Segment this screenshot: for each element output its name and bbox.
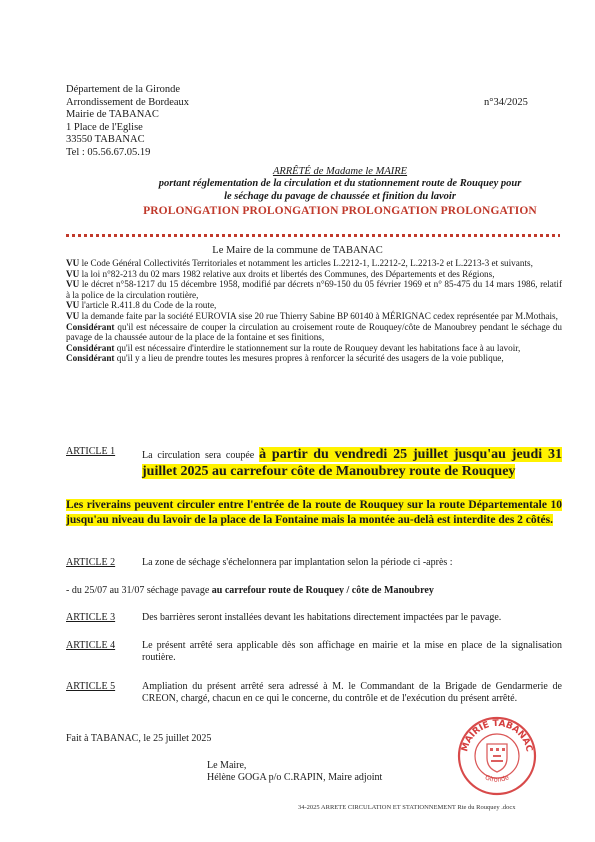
article-label: ARTICLE 3 [66,612,116,623]
legal-basis-text: qu'il est nécessaire de couper la circulation au croisement route de Rouquey/côte de Manoubrey pendant le séchage du pavage de la chaussée autour de la place de la fontaine et ses finitions, [66,321,562,343]
article-text: Ampliation du présent arrêté sera adressé à M. le Commandant de la Brigade de Gendarmerie de CREON, chargé, chacun en ce qui le concerne, du contrôle et de l'exécution du présent arrêté. [142,681,562,705]
decree-number: n°34/2025 [484,97,528,108]
legal-basis-item [66,269,562,280]
article-label: ARTICLE 4 [66,640,116,651]
article-4 [66,640,562,665]
legal-basis-label: Considérant [66,342,115,353]
done-at: Fait à TABANAC, le 25 juillet 2025 [66,733,212,744]
article-text [142,446,562,480]
address-line: Tel : 05.56.67.05.19 [66,146,151,158]
legal-basis-list [66,258,562,364]
drying-dates: - du 25/07 au 31/07 [66,585,145,596]
decree-title [120,165,560,217]
legal-basis-text: l'article R.411.8 du Code de la route, [79,300,217,311]
address-line: 1 Place de l'Eglise [66,121,143,133]
article-1 [66,446,562,480]
article-2 [66,557,562,569]
article-text: Des barrières seront installées devant les habitations directement impactées par le pavage. [142,612,502,623]
coat-of-arms-icon [487,744,507,772]
article-label: ARTICLE 2 [66,557,116,568]
separator-line [66,234,560,237]
stamp-top-text: MAIRIE TABANAC [460,718,534,753]
article-text: Le présent arrêté sera applicable dès son affichage en mairie et la mise en place de la signalisation routière. [142,640,562,664]
legal-basis-label: VU [66,268,80,279]
legal-basis-text: qu'il est nécessaire d'interdire le stationnement sur la route de Rouquey devant les habitations face à au lavoir, [114,342,521,353]
drying-schedule [66,585,434,596]
article-text: La zone de séchage s'échelonnera par implantation selon la période ci -après : [142,557,453,568]
legal-basis-label: VU [66,310,80,321]
title-subject-line-1: portant réglementation de la circulation et du stationnement route de Rouquey pour [158,178,522,189]
title-main: ARRÊTÉ de Madame le MAIRE [272,166,408,177]
legal-basis-item [66,279,562,300]
legal-basis-text: le Code Général Collectivités Territoriales et notamment les articles L.2212-1, L.2212-2, L.2213-2 et L.2213-3 et suivants, [79,258,533,268]
legal-basis-item [66,353,562,364]
document-footer: 34-2025 ARRETE CIRCULATION ET STATIONNEMENT Rte du Rouquey .docx [298,804,516,811]
legal-basis-text: qu'il y a lieu de prendre toutes les mesures propres à renforcer la sécurité des usagers de la voie publique, [114,353,504,364]
mayor-header: Le Maire de la commune de TABANAC [212,245,383,256]
legal-basis-item [66,343,562,354]
signature-name: Hélène GOGA p/o C.RAPIN, Maire adjoint [207,772,383,783]
legal-basis-label: VU [66,300,80,311]
legal-basis-item [66,258,562,269]
article-3 [66,612,562,624]
legal-basis-label: Considérant [66,321,115,332]
article-1-lead: La circulation sera coupée [142,450,260,461]
drying-location: au carrefour route de Rouquey / côte de Manoubrey [211,585,434,596]
article-label: ARTICLE 1 [66,446,116,457]
address-line: Arrondissement de Bordeaux [66,96,190,108]
address-line: Département de la Gironde [66,84,180,95]
svg-text:Gironde [484,773,510,784]
article-5 [66,681,562,706]
title-subject-line-2: le séchage du pavage de chaussée et finition du lavoir [224,190,456,202]
legal-basis-text: la demande faite par la société EUROVIA sise 20 rue Thierry Sabine BP 60140 à MÉRIGNAC cedex représentée par M.Mothais, [79,310,558,321]
legal-basis-label: VU [66,279,80,290]
residents-notice [66,498,562,528]
legal-basis-item [66,311,562,322]
sender-address [66,84,189,160]
article-1-highlight: à partir du vendredi 25 juillet jusqu'au jeudi 31 juillet 2025 au carrefour côte de Manoubrey route de Rouquey [142,447,562,479]
article-label: ARTICLE 5 [66,681,116,692]
drying-label: séchage pavage [144,585,212,596]
address-line: 33550 TABANAC [66,134,145,146]
legal-basis-label: VU [66,258,80,268]
legal-basis-text: le décret n°58-1217 du 15 décembre 1958, modifié par décrets n°69-150 du 05 février 1969 et n° 85-475 du 14 mars 1986, relatif à la police de la circulation routière, [66,279,562,300]
address-line: Mairie de TABANAC [66,109,159,121]
legal-basis-label: Considérant [66,353,115,364]
prolongation-banner: PROLONGATION PROLONGATION PROLONGATION PROLONGATION [143,205,537,218]
town-hall-stamp [455,714,539,798]
legal-basis-item [66,322,562,343]
legal-basis-text: la loi n°82-213 du 02 mars 1982 relative aux droits et libertés des Communes, des Départements et des Régions, [79,268,495,279]
residents-notice-text: Les riverains peuvent circuler entre l'entrée de la route de Rouquey sur la route Départementale 10 jusqu'au niveau du lavoir de la place de la Fontaine mais la montée au-delà est interdite des 2 côtés. [66,499,562,526]
signature-title: Le Maire, [207,760,247,771]
stamp-bottom-text: Gironde [483,773,511,784]
legal-basis-item [66,300,562,311]
